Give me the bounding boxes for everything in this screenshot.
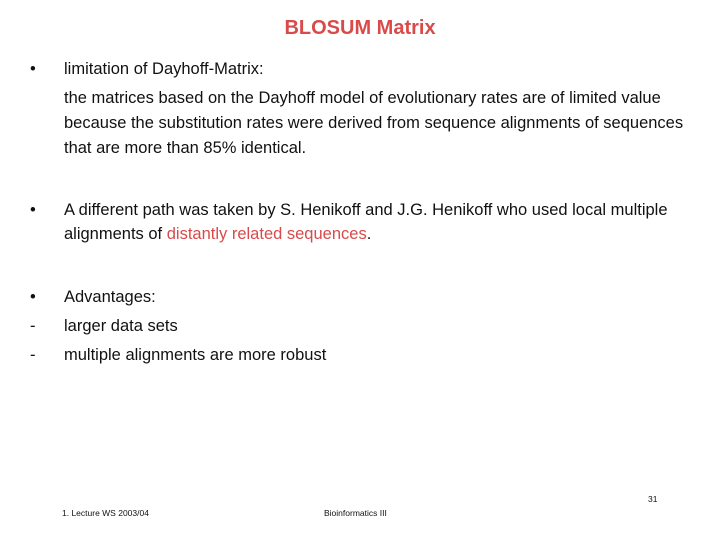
dayhoff-limitation-paragraph: the matrices based on the Dayhoff model of evolutionary rates are of limited value because the substitution rates were derived from sequence alignments of sequences that are more than 85% identical. [64,89,684,157]
bullet-marker: • [30,201,36,219]
sub-item-text: multiple alignments are more robust [64,346,327,364]
bullet-text: limitation of Dayhoff-Matrix: [64,60,264,78]
bullet-marker: • [30,60,36,78]
slide-title: BLOSUM Matrix [284,17,436,39]
page-number: 31 [648,494,658,504]
dash-marker: - [30,317,36,335]
sub-item-text: larger data sets [64,317,178,335]
bullet-text-after: . [366,225,372,243]
bullet-text: Advantages: [64,288,156,306]
footer-lecture: 1. Lecture WS 2003/04 [62,508,149,518]
highlight-text: distantly related sequences [166,225,367,243]
dash-marker: - [30,346,36,364]
bullet-marker: • [30,288,36,306]
bullet-text [64,198,694,246]
footer-course: Bioinformatics III [324,508,387,518]
bullet-text-before: A different path was taken by S. Henikoff and J.G. Henikoff who used local multiple alignments of [64,201,668,243]
